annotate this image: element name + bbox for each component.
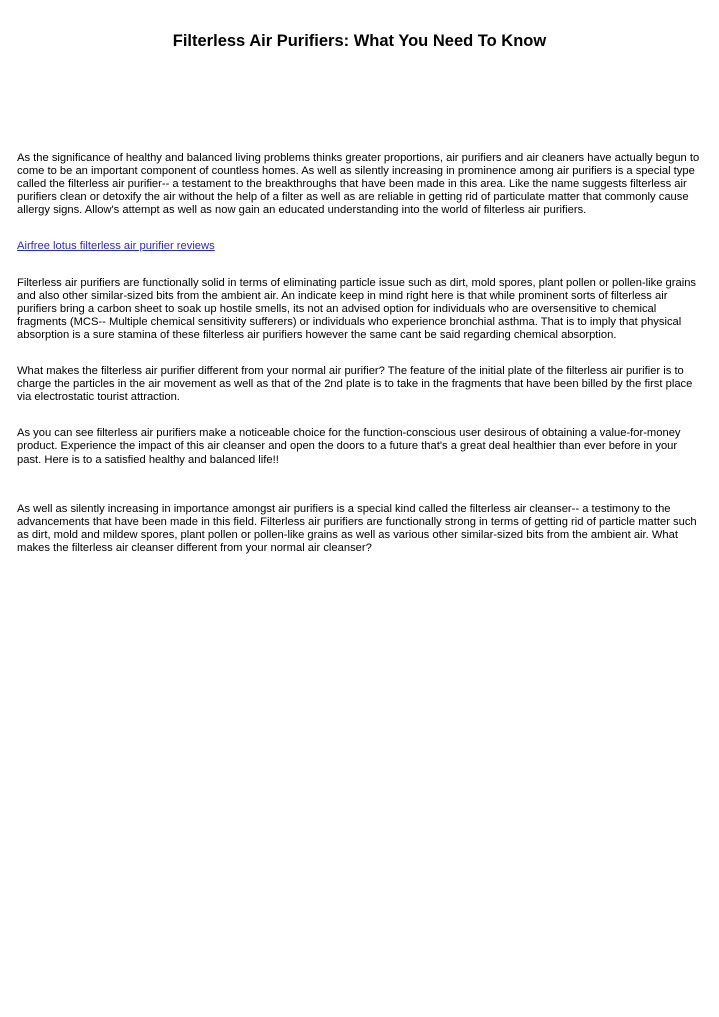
paragraph-conclusion: As you can see filterless air purifiers make a noticeable choice for the function-conscious user desirous of obtaining a value-for-money product. Experience the impact of this air cleanser and open the doors to a future that's a great deal healthier than ever before in your past. Here is to a satisfied healthy and balanced life!! (17, 427, 681, 466)
paragraph-summary: As well as silently increasing in importance amongst air purifiers is a special kind called the filterless air cleanser-- a testimony to the advancements that have been made in this field. Filterless air purifiers are functionally strong in terms of getting rid of particle matter such as dirt, mold and mildew spores, plant pollen or pollen-like grains as well as various other similar-sized bits from the ambient air. What makes the filterless air cleanser different from your normal air cleanser? (17, 502, 697, 554)
document-title: Filterless Air Purifiers: What You Need To Know (172, 32, 547, 50)
paragraph-difference: What makes the filterless air purifier different from your normal air purifier? The feature of the initial plate of the filterless air purifier is to charge the particles in the air movement as well as that of the 2nd plate is to take in the fragments that have been billed by the first place via electrostatic tourist attraction. (17, 365, 693, 404)
reviews-link[interactable]: Airfree lotus filterless air purifier reviews (17, 240, 215, 253)
paragraph-functionality: Filterless air purifiers are functionally solid in terms of eliminating particle issue such as dirt, mold spores, plant pollen or pollen-like grains and also other similar-sized bits from the ambient air. An indicate keep in mind right here is that while prominent sorts of filterless air purifiers bring a carbon sheet to soak up hostile smells, its not an advised option for individuals who are oversensitive to chemical fragments (MCS-- Multiple chemical sensitivity sufferers) or individuals who experience bronchial asthma. That is to imply that physical absorption is a sure stamina of these filterless air purifiers however the same cant be said regarding chemical absorption. (17, 276, 697, 341)
paragraph-intro: As the significance of healthy and balanced living problems thinks greater proportions, air purifiers and air cleaners have actually begun to come to be an important component of countless homes. As well as silently increasing in prominence among air purifiers is a special type called the filterless air purifier-- a testament to the breakthroughs that have been made in this area. Like the name suggests filterless air purifiers clean or detoxify the air without the help of a filter as well as are reliable in getting rid of particulate matter that commonly cause allergy signs. Allow's attempt as well as now gain an educated understanding into the world of filterless air purifiers. (17, 152, 700, 217)
link-paragraph (17, 240, 702, 253)
document-body (17, 152, 702, 555)
